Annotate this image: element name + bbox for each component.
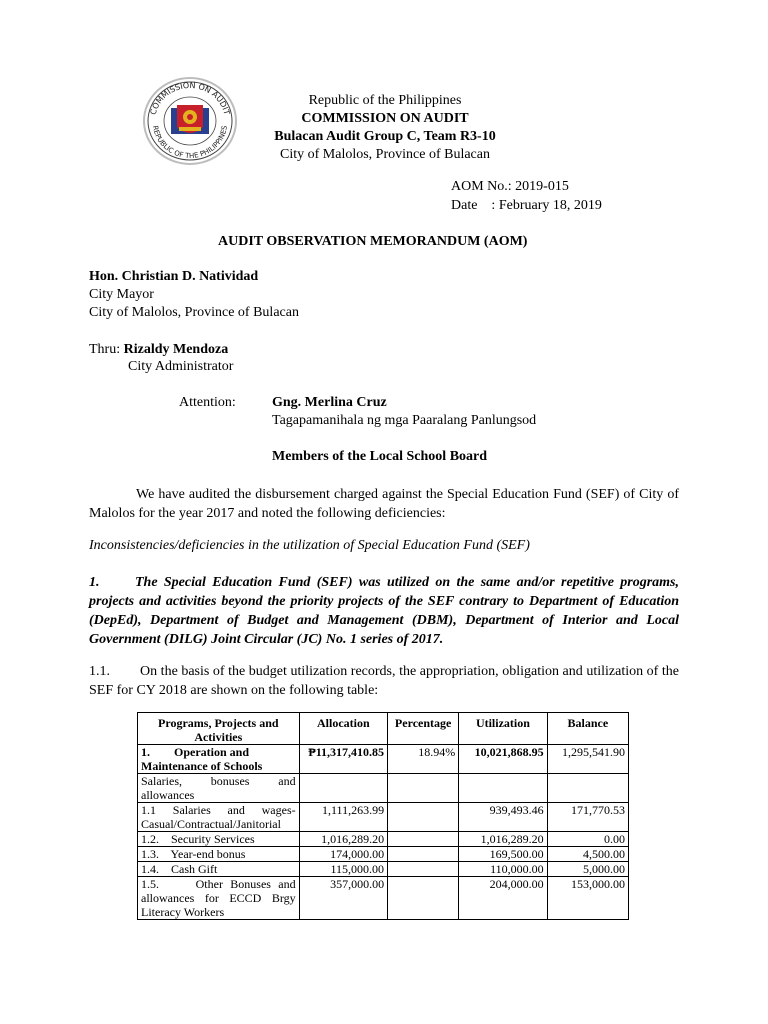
attention-name: Gng. Merlina Cruz (272, 395, 387, 410)
row-balance: 4,500.00 (547, 847, 628, 862)
letterhead (240, 92, 530, 164)
thru-label: Thru: (89, 342, 121, 357)
agency-name: COMMISSION ON AUDIT (301, 111, 469, 126)
row-utilization: 10,021,868.95 (459, 745, 547, 774)
addressee-position: City Mayor (89, 287, 154, 302)
document-title: AUDIT OBSERVATION MEMORANDUM (AOM) (218, 234, 528, 249)
addressee-place: City of Malolos, Province of Bulacan (89, 305, 299, 320)
row-utilization (459, 774, 547, 803)
row-allocation: 1,016,289.20 (299, 832, 387, 847)
row-utilization: 204,000.00 (459, 877, 547, 920)
row-percentage (388, 774, 459, 803)
row-balance: 153,000.00 (547, 877, 628, 920)
row-balance: 5,000.00 (547, 862, 628, 877)
table-row (138, 877, 629, 920)
table-row (138, 745, 629, 774)
thru-position: City Administrator (128, 359, 234, 374)
aom-number: AOM No.: 2019-015 (451, 179, 569, 194)
row-balance: 0.00 (547, 832, 628, 847)
row-desc: 1.3. Year-end bonus (138, 847, 300, 862)
header-percentage: Percentage (388, 713, 459, 745)
row-utilization: 110,000.00 (459, 862, 547, 877)
row-balance: 1,295,541.90 (547, 745, 628, 774)
row-desc: 1.4. Cash Gift (138, 862, 300, 877)
row-allocation: 357,000.00 (299, 877, 387, 920)
sef-utilization-table (137, 712, 629, 920)
office-location: City of Malolos, Province of Bulacan (280, 147, 490, 162)
addressee-name: Hon. Christian D. Natividad (89, 269, 259, 284)
row-desc: 1.2. Security Services (138, 832, 300, 847)
attention-position: Tagapamanihala ng mga Paaralang Panlungsod (272, 413, 537, 428)
row-percentage (388, 803, 459, 832)
row-utilization: 1,016,289.20 (459, 832, 547, 847)
row-desc: 1.5. Other Bonuses and allowances for ECCD Brgy Literacy Workers (138, 877, 300, 920)
row-desc: 1.1 Salaries and wages-Casual/Contractual/Janitorial (138, 803, 300, 832)
paragraph-number: 1.1. (89, 664, 110, 679)
thru-line (89, 342, 228, 358)
row-percentage (388, 832, 459, 847)
section-subheading: Inconsistencies/deficiencies in the utilization of Special Education Fund (SEF) (89, 538, 530, 553)
row-allocation (299, 774, 387, 803)
row-allocation: 174,000.00 (299, 847, 387, 862)
row-utilization: 939,493.46 (459, 803, 547, 832)
seal-text-bottom: REPUBLIC OF THE PHILIPPINES (151, 125, 229, 161)
row-percentage (388, 847, 459, 862)
thru-name: Rizaldy Mendoza (123, 342, 229, 357)
aom-date: Date : February 18, 2019 (451, 198, 602, 213)
row-percentage (388, 877, 459, 920)
row-allocation: 115,000.00 (299, 862, 387, 877)
coa-seal-logo (141, 75, 239, 167)
paragraph-text: On the basis of the budget utilization records, the appropriation, obligation and utilization of the SEF for CY 2018 are shown on the following table: (89, 664, 679, 698)
row-percentage (388, 862, 459, 877)
table-row (138, 862, 629, 877)
row-desc: 1. Operation and Maintenance of Schools (138, 745, 300, 774)
finding-text: The Special Education Fund (SEF) was utilized on the same and/or repetitive programs, projects and activities beyond the priority projects of the SEF contrary to Department of Education (DepEd), Department of Budget and Management (DBM), Department of Interior and Local Government (DILG) Joint Circular (JC) No. 1 series of 2017. (89, 575, 679, 647)
header-balance: Balance (547, 713, 628, 745)
table-row (138, 803, 629, 832)
finding-1 (89, 573, 679, 649)
header-utilization: Utilization (459, 713, 547, 745)
row-desc: Salaries, bonuses and allowances (138, 774, 300, 803)
row-percentage: 18.94% (388, 745, 459, 774)
members-line: Members of the Local School Board (272, 449, 488, 464)
table-row (138, 774, 629, 803)
row-balance (547, 774, 628, 803)
audit-group: Bulacan Audit Group C, Team R3-10 (274, 129, 496, 144)
row-allocation: 1,111,263.99 (299, 803, 387, 832)
table-row (138, 832, 629, 847)
attention-label: Attention: (179, 395, 236, 410)
header-allocation: Allocation (299, 713, 387, 745)
finding-number: 1. (89, 575, 100, 590)
row-utilization: 169,500.00 (459, 847, 547, 862)
table-row (138, 847, 629, 862)
republic-line: Republic of the Philippines (308, 93, 462, 108)
paragraph-1-1 (89, 662, 679, 700)
intro-paragraph: We have audited the disbursement charged against the Special Education Fund (SEF) of City of Malolos for the year 2017 and noted the following deficiencies: (89, 487, 679, 521)
row-balance: 171,770.53 (547, 803, 628, 832)
row-allocation: ₱11,317,410.85 (299, 745, 387, 774)
table-header-row (138, 713, 629, 745)
seal-text-top: COMMISSION ON AUDIT (148, 80, 232, 116)
header-programs: Programs, Projects and Activities (138, 713, 300, 745)
